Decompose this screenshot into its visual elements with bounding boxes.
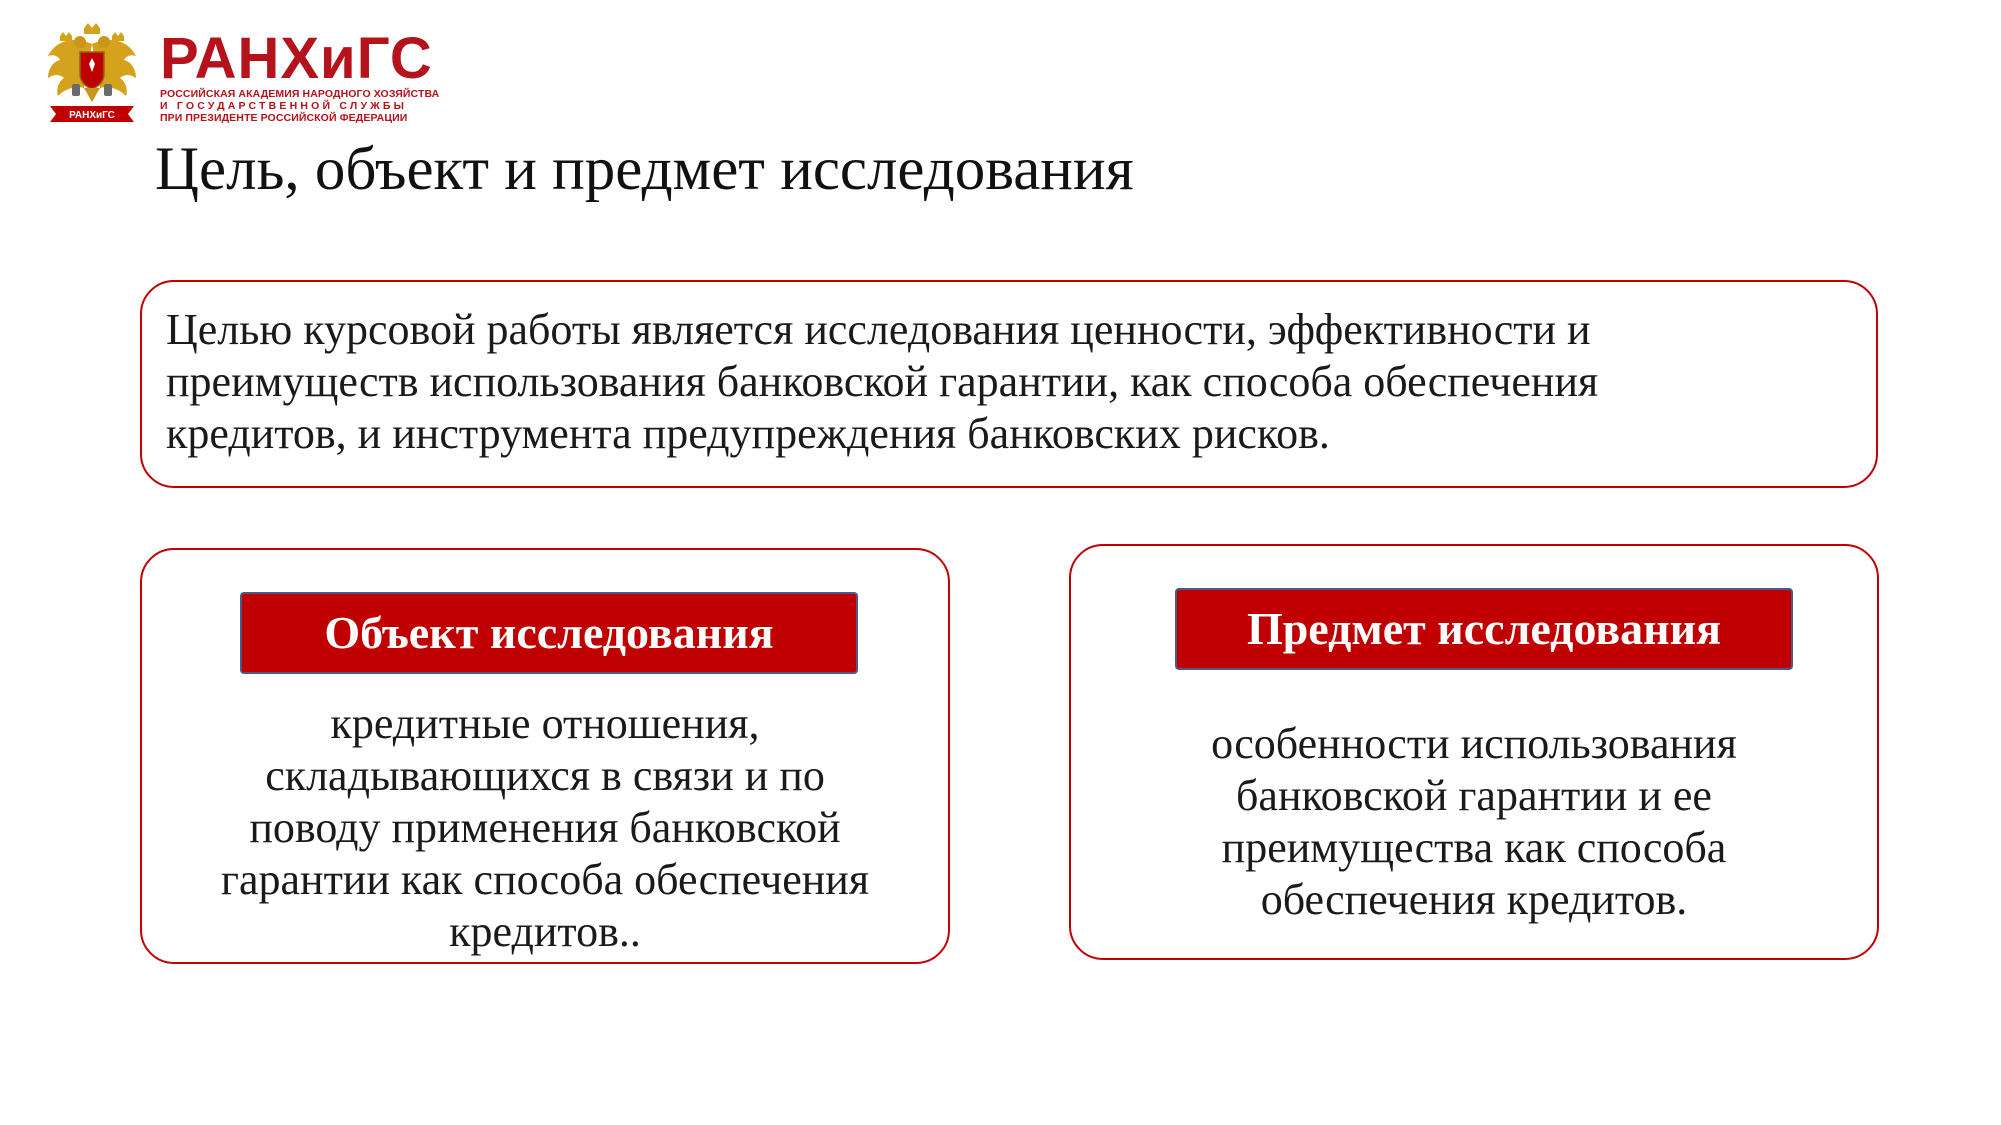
page-title: Цель, объект и предмет исследования [155,136,1134,203]
object-line-5: кредитов.. [449,907,641,956]
goal-text [166,304,1846,460]
ranepa-logo [44,22,464,130]
object-line-3: поводу применения банковской [249,803,841,852]
goal-line-1: Целью курсовой работы является исследования ценности, эффективности и [166,305,1591,354]
object-header: Объект исследования [240,592,858,674]
subject-text [1091,718,1857,926]
subject-line-3: преимущества как способа [1221,823,1727,872]
logo-subtitle-line-2: И ГОСУДАРСТВЕННОЙ СЛУЖБЫ [160,100,408,112]
object-line-2: складывающихся в связи и по [265,751,825,800]
goal-line-2: преимуществ использования банковской гарантии, как способа обеспечения [166,357,1599,406]
subject-line-1: особенности использования [1211,719,1737,768]
goal-line-3: кредитов, и инструмента предупреждения банковских рисков. [166,409,1330,458]
logo-text [160,26,460,124]
goal-box [140,280,1878,488]
object-line-1: кредитные отношения, [330,699,760,748]
object-line-4: гарантии как способа обеспечения [220,855,870,904]
emblem-ribbon-text: РАНХиГС [69,110,115,121]
logo-subtitle-line-1: РОССИЙСКАЯ АКАДЕМИЯ НАРОДНОГО ХОЗЯЙСТВА [160,88,440,100]
subject-header: Предмет исследования [1175,588,1793,670]
subject-line-4: обеспечения кредитов. [1260,875,1688,924]
logo-subtitle-line-3: ПРИ ПРЕЗИДЕНТЕ РОССИЙСКОЙ ФЕДЕРАЦИИ [160,112,408,124]
double-headed-eagle-emblem-icon [44,22,140,128]
subject-box [1069,544,1879,960]
subject-line-2: банковской гарантии и ее [1236,771,1712,820]
object-text [162,698,928,958]
object-box [140,548,950,964]
logo-name: РАНХиГС [160,26,433,91]
